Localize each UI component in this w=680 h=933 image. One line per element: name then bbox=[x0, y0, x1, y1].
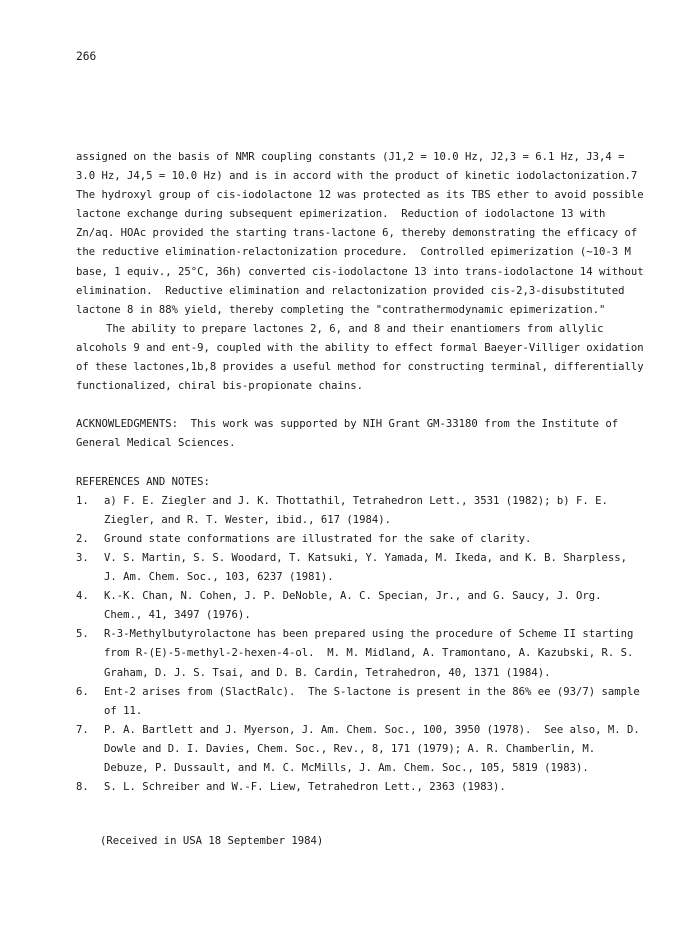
text-line: General Medical Sciences. bbox=[76, 437, 236, 450]
reference-item bbox=[76, 530, 636, 549]
reference-text: S. L. Schreiber and W.-F. Liew, Tetrahedron Lett., 2363 (1983). bbox=[104, 781, 506, 794]
reference-text: a) F. E. Ziegler and J. K. Thottathil, Tetrahedron Lett., 3531 (1982); b) F. E. bbox=[104, 494, 608, 507]
text-line: 3.0 Hz, J4,5 = 10.0 Hz) and is in accord with the product of kinetic iodolactonization.7 bbox=[76, 170, 638, 183]
reference-number: 7. bbox=[76, 723, 89, 736]
reference-text: Graham, D. J. S. Tsai, and D. B. Cardin, Tetrahedron, 40, 1371 (1984). bbox=[104, 666, 551, 679]
text-line: The hydroxyl group of cis-iodolactone 12 was protected as its TBS ether to avoid possible bbox=[76, 189, 644, 202]
references-heading: REFERENCES AND NOTES: bbox=[76, 475, 210, 488]
text-line: The ability to prepare lactones 2, 6, and 8 and their enantiomers from allylic bbox=[106, 322, 604, 335]
reference-item bbox=[76, 778, 636, 797]
text-line: ACKNOWLEDGMENTS: This work was supported by NIH Grant GM-33180 from the Institute of bbox=[76, 418, 619, 431]
reference-number: 1. bbox=[76, 494, 89, 507]
text-line: base, 1 equiv., 25°C, 36h) converted cis-iodolactone 13 into trans-iodolactone 14 without bbox=[76, 265, 644, 278]
reference-number: 8. bbox=[76, 781, 89, 794]
paragraph-2 bbox=[76, 320, 644, 396]
text-line: functionalized, chiral bis-propionate chains. bbox=[76, 380, 364, 393]
reference-text: Chem., 41, 3497 (1976). bbox=[104, 609, 251, 622]
text-line: alcohols 9 and ent-9, coupled with the ability to effect formal Baeyer-Villiger oxidation bbox=[76, 341, 644, 354]
reference-number: 6. bbox=[76, 685, 89, 698]
reference-number: 2. bbox=[76, 532, 89, 545]
page-number: 266 bbox=[76, 50, 97, 63]
reference-text: R-3-Methylbutyrolactone has been prepared using the procedure of Scheme II starting bbox=[104, 628, 634, 641]
text-line: Zn/aq. HOAc provided the starting trans-lactone 6, thereby demonstrating the efficacy of bbox=[76, 227, 638, 240]
reference-item bbox=[76, 683, 640, 721]
reference-item bbox=[76, 492, 636, 530]
reference-item bbox=[76, 587, 636, 625]
text-line: elimination. Reductive elimination and relactonization provided cis-2,3-disubstituted bbox=[76, 284, 625, 297]
reference-number: 5. bbox=[76, 628, 89, 641]
reference-item bbox=[76, 721, 640, 778]
reference-text: Ground state conformations are illustrated for the sake of clarity. bbox=[104, 532, 532, 545]
article-body bbox=[76, 148, 644, 797]
reference-item bbox=[76, 625, 636, 682]
acknowledgments bbox=[76, 415, 636, 453]
text-line: of these lactones,1b,8 provides a useful method for constructing terminal, differentially bbox=[76, 361, 644, 374]
reference-number: 4. bbox=[76, 590, 89, 603]
reference-text: Debuze, P. Dussault, and M. C. McMills, J. Am. Chem. Soc., 105, 5819 (1983). bbox=[104, 762, 589, 774]
reference-number: 3. bbox=[76, 551, 89, 564]
received-date: (Received in USA 18 September 1984) bbox=[100, 835, 324, 847]
text-line: lactone 8 in 88% yield, thereby completing the "contrathermodynamic epimerization." bbox=[76, 303, 606, 316]
paragraph-1 bbox=[76, 148, 644, 320]
text-line: assigned on the basis of NMR coupling constants (J1,2 = 10.0 Hz, J2,3 = 6.1 Hz, J3,4 = bbox=[76, 151, 625, 163]
reference-text: of 11. bbox=[104, 704, 143, 717]
reference-text: P. A. Bartlett and J. Myerson, J. Am. Chem. Soc., 100, 3950 (1978). See also, M. D. bbox=[104, 723, 640, 736]
text-line: lactone exchange during subsequent epimerization. Reduction of iodolactone 13 with bbox=[76, 208, 606, 221]
reference-text: V. S. Martin, S. S. Woodard, T. Katsuki, Y. Yamada, M. Ikeda, and K. B. Sharpless, bbox=[104, 551, 627, 564]
reference-item bbox=[76, 549, 636, 587]
reference-list bbox=[76, 492, 640, 798]
reference-text: Dowle and D. I. Davies, Chem. Soc., Rev., 8, 171 (1979); A. R. Chamberlin, M. bbox=[104, 742, 596, 755]
reference-text: Ziegler, and R. T. Wester, ibid., 617 (1984). bbox=[104, 513, 392, 526]
text-line: the reductive elimination-relactonization procedure. Controlled epimerization (~10-3 M bbox=[76, 246, 631, 259]
reference-text: K.-K. Chan, N. Cohen, J. P. DeNoble, A. C. Specian, Jr., and G. Saucy, J. Org. bbox=[104, 590, 602, 603]
reference-text: Ent-2 arises from (SlactRalc). The S-lactone is present in the 86% ee (93/7) sample bbox=[104, 685, 640, 698]
reference-text: from R-(E)-5-methyl-2-hexen-4-ol. M. M. Midland, A. Tramontano, A. Kazubski, R. S. bbox=[104, 647, 634, 660]
reference-text: J. Am. Chem. Soc., 103, 6237 (1981). bbox=[104, 571, 334, 584]
